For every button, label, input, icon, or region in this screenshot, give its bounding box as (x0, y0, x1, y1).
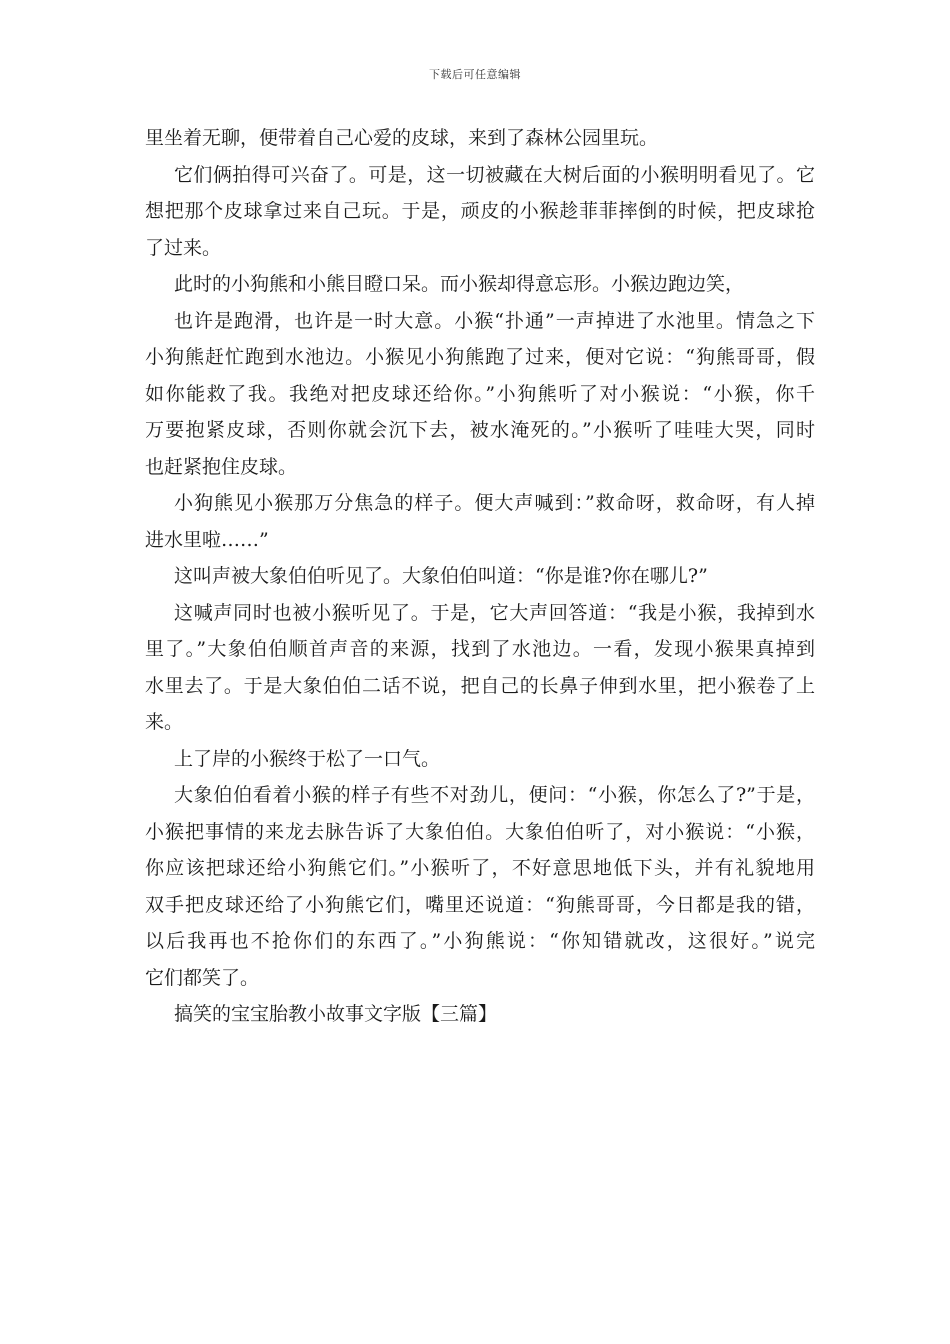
text-line: 这叫声被大象伯伯听见了。大象伯伯叫道：“你是谁?你在哪儿?” (174, 565, 708, 587)
text-line: 小狗熊见小猴那万分焦急的样子。便大声喊到：”救命呀，救命呀，有人掉 (174, 492, 815, 514)
text-line: 这喊声同时也被小猴听见了。于是，它大声回答道：“我是小猴，我掉到水 (174, 601, 815, 624)
text-line: 也许是跑滑，也许是一时大意。小猴“扑通”一声掉进了水池里。情急之下 (174, 309, 815, 332)
text-line: 小狗熊赶忙跑到水池边。小猴见小狗熊跑了过来，便对它说：“狗熊哥哥，假 (145, 346, 815, 368)
section-title: 搞笑的宝宝胎教小故事文字版【三篇】 (174, 1003, 498, 1025)
text-line: 你应该把球还给小狗熊它们。”小猴听了，不好意思地低下头，并有礼貌地用 (145, 857, 815, 879)
text-line: 水里去了。于是大象伯伯二话不说，把自己的长鼻子伸到水里，把小猴卷了上 (145, 674, 815, 697)
text-line: 大象伯伯看着小猴的样子有些不对劲儿，便问：“小猴，你怎么了?”于是， (174, 784, 815, 806)
story-body (145, 120, 815, 1033)
text-line: 里了。”大象伯伯顺首声音的来源，找到了水池边。一看，发现小猴果真掉到 (145, 638, 815, 660)
text-line: 进水里啦……” (145, 528, 269, 551)
text-line: 双手把皮球还给了小狗熊它们，嘴里还说道：“狗熊哥哥，今日都是我的错， (145, 893, 815, 916)
text-line: 了过来。 (145, 236, 222, 259)
text-line: 如你能救了我。我绝对把皮球还给你。”小狗熊听了对小猴说：“小猴，你千 (145, 382, 815, 405)
text-line: 小猴把事情的来龙去脉告诉了大象伯伯。大象伯伯听了，对小猴说：“小猴， (145, 820, 815, 843)
text-line: 以后我再也不抢你们的东西了。”小狗熊说：“你知错就改，这很好。”说完 (145, 930, 815, 952)
text-line: 此时的小狗熊和小熊目瞪口呆。而小猴却得意忘形。小猴边跑边笑， (174, 273, 745, 295)
text-line: 它们俩拍得可兴奋了。可是，这一切被藏在大树后面的小猴明明看见了。它 (174, 163, 815, 186)
text-line: 万要抱紧皮球，否则你就会沉下去，被水淹死的。”小猴听了哇哇大哭，同时 (145, 419, 815, 441)
text-line: 它们都笑了。 (145, 966, 260, 989)
text-line: 想把那个皮球拿过来自己玩。于是，顽皮的小猴趁菲菲摔倒的时候，把皮球抢 (145, 200, 815, 222)
text-line: 也赶紧抱住皮球。 (145, 455, 298, 478)
text-line: 来。 (145, 711, 184, 733)
text-line: 上了岸的小猴终于松了一口气。 (174, 747, 441, 770)
page-header: 下载后可任意编辑 (429, 68, 521, 81)
text-line: 里坐着无聊，便带着自己心爱的皮球，来到了森林公园里玩。 (145, 127, 659, 149)
